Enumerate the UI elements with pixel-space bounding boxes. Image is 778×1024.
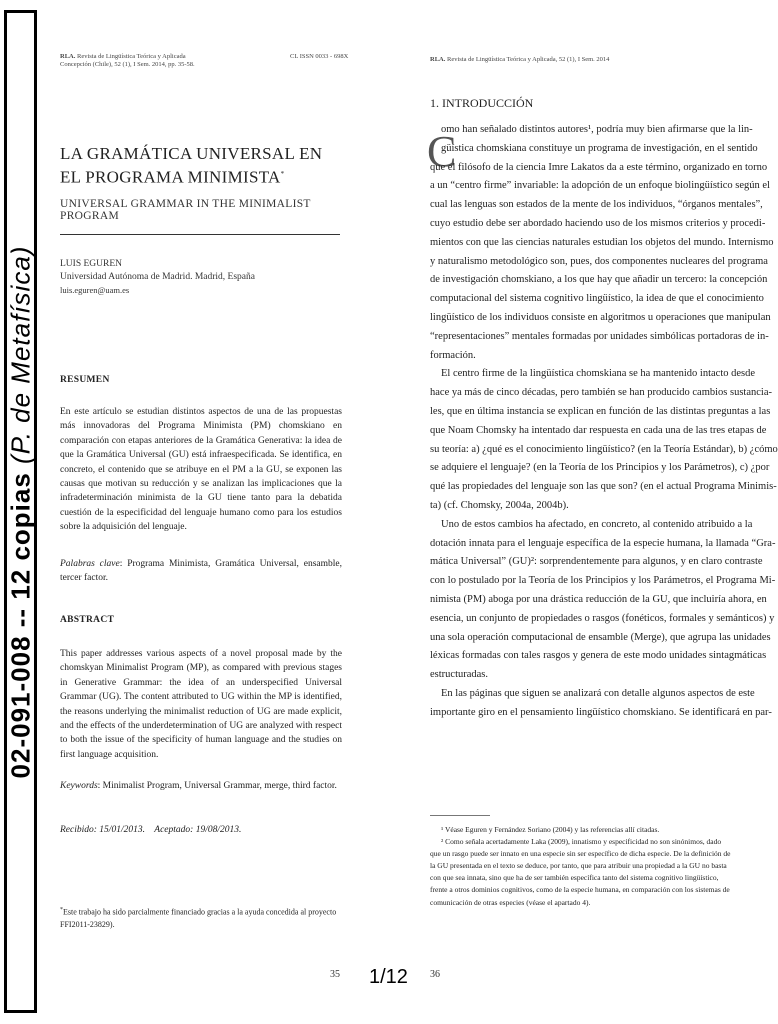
abstract-keywords: [60, 779, 342, 793]
right-running-header: [430, 56, 609, 64]
received-accepted-dates: Recibido: 15/01/2013. Aceptado: 19/08/2013.: [60, 825, 242, 835]
body-line: cual las lenguas son estados de la mente de los individuos, “órganos mentales”,: [430, 199, 763, 211]
body-line: mientos con que las ciencias naturales estudian los objetos del mundo. Internismo: [430, 236, 774, 248]
author-block: [60, 258, 350, 297]
section-heading: 1. INTRODUCCIÓN: [430, 96, 534, 110]
resumen-text: En este artículo se estudian distintos aspectos de una de las propuestas más innovadoras del Programa Minimista (PM) chomskiano en comparación con etapas anteriores de la Gramática Generativa: la idea de que la Gramática Universal (GU) está infraespecificada. Se identifica, en concreto, el contenido que se atribuye en el PM a la GU, se exponen las causas que motivan su reducción y se analizan las implicaciones que la infradeterminación minimista de la GU tiene tanto para la debatida cuestión de la especificidad del lenguaje humano como para los estudios sobre la adquisición del lenguaje.: [60, 407, 342, 533]
journal-name-right: Revista de Lingüística Teórica y Aplicada, 52 (1), I Sem. 2014: [446, 56, 610, 63]
title-line-2: EL PROGRAMA MINIMISTA: [60, 167, 281, 187]
journal-name: Revista de Lingüística Teórica y Aplicada: [76, 53, 186, 60]
archive-stamp: [4, 10, 37, 1013]
footnote-line: frente a otros dominios cognitivos, como de la especie humana, en comparación con los sistemas de: [430, 885, 730, 895]
stamp-text: [5, 245, 36, 778]
issn: CL ISSN 0033 - 698X: [290, 53, 349, 60]
body-line: una sola operación computacional de ensamble (Merge), que agrupa las unidades: [430, 631, 771, 643]
author-email: luis.eguren@uam.es: [60, 285, 130, 295]
body-line: les, que en última instancia se explican en función de las distintas preguntas a las: [430, 405, 771, 417]
article-title: [60, 144, 350, 188]
body-line: Uno de estos cambios ha afectado, en concreto, al contenido atribuido a la: [441, 518, 753, 530]
keywords-text: : Programa Minimista, Gramática Universal, ensamble, tercer factor.: [60, 559, 342, 584]
body-line: que Noam Chomsky ha intentado dar respuesta en cada una de las tres etapas de: [430, 424, 767, 436]
body-line: lingüístico de los individuos consiste en algoritmos u operaciones que manipulan: [430, 311, 771, 323]
drop-cap: C: [427, 127, 457, 176]
body-line: nimista (PM) aboga por una drástica reducción de la GU, que incluiría ahora, en: [430, 593, 767, 605]
body-line: formación.: [430, 349, 476, 361]
footnote-line: con que sea innata, sino que ha de ser también específica tanto del sistema cognitivo lingüístico,: [430, 873, 719, 883]
journal-abbr: RLA.: [60, 53, 76, 60]
resumen-keywords: [60, 557, 342, 586]
body-line: hace ya más de cinco décadas, pero también se han producido cambios sustancia-: [430, 387, 772, 399]
body-line: con lo postulado por la Teoría de los Principios y los Parámetros, el Programa Mi-: [430, 575, 776, 587]
title-footnote-mark: *: [280, 170, 285, 178]
body-line: de investigación chomskiano, a los que hay que añadir un tercero: la concepción: [430, 274, 768, 286]
keywords-label-en: Keywords: [60, 781, 98, 791]
journal-abbr-right: RLA.: [430, 56, 446, 63]
sheet-counter: 1/12: [369, 966, 408, 988]
body-line: omo han señalado distintos autores¹, podría muy bien afirmarse que la lin-: [441, 124, 753, 135]
left-running-header: [60, 53, 240, 69]
footnote-line: la GU presentada en el texto se deduce, por tanto, que para atribuir una propiedad a la GU no basta: [430, 861, 727, 871]
keywords-label: Palabras clave: [60, 559, 120, 569]
body-line: ta) (cf. Chomsky, 2004a, 2004b).: [430, 499, 569, 511]
body-line: se adquiere el lenguaje? (en la Teoría de los Principios y los Parámetros), c) ¿por: [430, 462, 770, 474]
journal-imprint: Concepción (Chile), 52 (1), I Sem. 2014, pp. 35-58.: [60, 61, 195, 68]
body-line: En las páginas que siguen se analizará con detalle algunos aspectos de este: [441, 687, 755, 699]
article-subtitle: UNIVERSAL GRAMMAR IN THE MINIMALIST PROGRAM: [60, 198, 311, 222]
page-number-right: 36: [430, 969, 440, 980]
body-line: güística chomskiana constituye un programa de investigación, en el sentido: [441, 142, 758, 154]
introduction-body: [430, 121, 778, 723]
body-line: esencia, un conjunto de propiedades o rasgos (fonéticos, formales y semánticos) y: [430, 612, 775, 624]
footnote-text: Este trabajo ha sido parcialmente financiado gracias a la ayuda concedida al proyecto FFI2011-23829).: [60, 907, 337, 929]
title-rule: [60, 234, 340, 235]
body-line: cuyo estudio debe ser abordado haciendo uso de los mismos criterios y procedi-: [430, 217, 766, 229]
body-line: qué las propiedades del lenguaje son las que son? (en el actual Programa Minimis-: [430, 481, 777, 493]
footnote-line: que un rasgo puede ser innato en una especie sin ser específico de dicha especie. De la definición de: [430, 849, 731, 859]
keywords-text-en: : Minimalist Program, Universal Grammar, merge, third factor.: [97, 781, 337, 791]
body-line: importante giro en el pensamiento lingüístico chomskiano. Se identificará en par-: [430, 706, 772, 718]
body-line: y naturalismo metodológico son, pues, dos componentes nucleares del programa: [430, 255, 768, 267]
body-line: mática Universal” (GU)²: sorprendentemente para algunos, y en claro contraste: [430, 556, 763, 568]
body-line: a un “centro firme” invariable: la adopción de un enfoque biolingüístico según el: [430, 180, 770, 192]
body-line: léxicas formadas con tales rasgos y genera de este modo unidades sintagmáticas: [430, 650, 767, 662]
footnote-mark: *: [60, 907, 63, 913]
body-line: dotación innata para el lenguaje específica de la especie humana, la llamada “Gra-: [430, 537, 776, 549]
footnote-line: ¹ Véase Eguren y Fernández Soriano (2004) y las referencias allí citadas.: [441, 825, 660, 834]
body-line: “representaciones” mentales formadas por unidades simbólicas portadoras de in-: [430, 330, 769, 342]
body-line: computacional del sistema cognitivo lingüístico, la idea de que el conocimiento: [430, 293, 764, 305]
author-affiliation: Universidad Autónoma de Madrid. Madrid, España: [60, 272, 255, 282]
right-footnotes: [430, 824, 731, 909]
stamp-note: (P. de Metafísica): [5, 245, 35, 464]
left-footnote: [60, 904, 345, 931]
abstract-text: This paper addresses various aspects of a novel proposal made by the chomskyan Minimalist Program (MP), as compared with previous stages in Generative Grammar: the idea of an underspecified Universal Grammar (UG). The content attributed to UG within the MP is identified, the reasons underlying the minimalist reduction of UG are made explicit, and the effects of the underdetermination of UG are analyzed with respect to both the issue of the specificity of human language and the studies on first language acquisition.: [60, 649, 342, 760]
footnote-rule: [430, 815, 490, 816]
body-line: que el filósofo de la ciencia Imre Lakatos da a este término, organizado en torno: [430, 161, 768, 173]
footnote-line: comunicación de otras especies (véase el apartado 4).: [430, 897, 591, 907]
footnote-line: ² Como señala acertadamente Laka (2009), innatismo y especificidad no son sinónimos, dado: [441, 837, 722, 847]
stamp-code: 02-091-008 -- 12 copias: [5, 463, 35, 778]
title-line-1: LA GRAMÁTICA UNIVERSAL EN: [60, 144, 323, 163]
page-number-left: 35: [330, 969, 340, 980]
author-name: LUIS EGUREN: [60, 259, 123, 269]
body-line: su teoría: a) ¿qué es el conocimiento lingüístico? (en la Teoría Estándar), b) ¿cómo: [430, 443, 778, 455]
body-line: estructuradas.: [430, 669, 489, 681]
resumen-heading: RESUMEN: [60, 375, 110, 385]
abstract-heading: ABSTRACT: [60, 615, 115, 625]
body-line: El centro firme de la lingüística chomskiana se ha mantenido intacto desde: [441, 368, 756, 380]
